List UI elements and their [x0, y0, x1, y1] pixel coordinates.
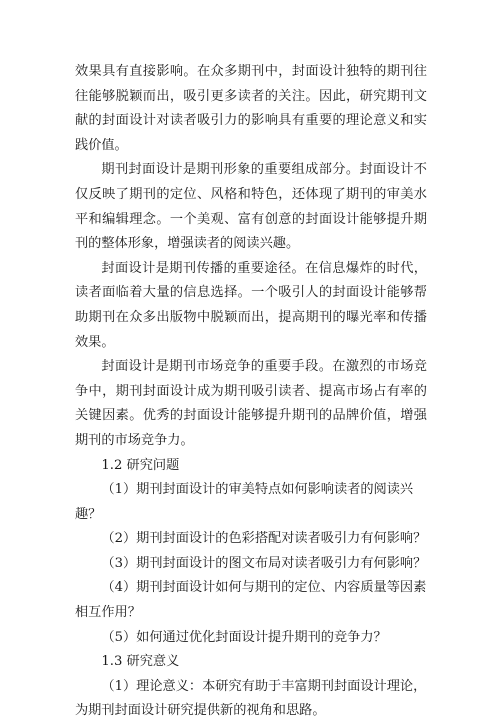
section-heading-research-questions: 1.2 研究问题 [101, 457, 180, 473]
section-heading-research-significance: 1.3 研究意义 [101, 654, 180, 670]
document-page [75, 60, 427, 724]
paragraph-cover-communication: 封面设计是期刊传播的重要途径。在信息爆炸的时代，读者面临着大量的信息选择。一个吸引人的封面设计能够帮助期刊在众多出版物中脱颖而出，提高期刊的曝光率和传播效果。 [75, 260, 427, 350]
significance-theoretical: （1）理论意义：本研究有助于丰富期刊封面设计理论，为期刊封面设计研究提供新的视角和思路。 [75, 678, 427, 719]
research-question-3: （3）期刊封面设计的图文布局对读者吸引力有何影响？ [101, 555, 427, 571]
research-question-4: （4）期刊封面设计如何与期刊的定位、内容质量等因素相互作用？ [75, 580, 427, 621]
research-question-2: （2）期刊封面设计的色彩搭配对读者吸引力有何影响？ [101, 531, 427, 547]
research-question-5: （5）如何通过优化封面设计提升期刊的竞争力？ [101, 629, 387, 645]
paragraph-continued: 效果具有直接影响。在众多期刊中，封面设计独特的期刊往往能够脱颖而出，吸引更多读者的关注。因此，研究期刊文献的封面设计对读者吸引力的影响具有重要的理论意义和实践价值。 [75, 64, 427, 153]
paragraph-cover-image: 期刊封面设计是期刊形象的重要组成部分。封面设计不仅反映了期刊的定位、风格和特色，还体现了期刊的审美水平和编辑理念。一个美观、富有创意的封面设计能够提升期刊的整体形象，增强读者的阅读兴趣。 [75, 162, 427, 252]
research-question-1: （1）期刊封面设计的审美特点如何影响读者的阅读兴趣？ [75, 482, 414, 522]
paragraph-cover-competition: 封面设计是期刊市场竞争的重要手段。在激烈的市场竞争中，期刊封面设计成为期刊吸引读者、提高市场占有率的关键因素。优秀的封面设计能够提升期刊的品牌价值，增强期刊的市场竞争力。 [75, 359, 427, 448]
